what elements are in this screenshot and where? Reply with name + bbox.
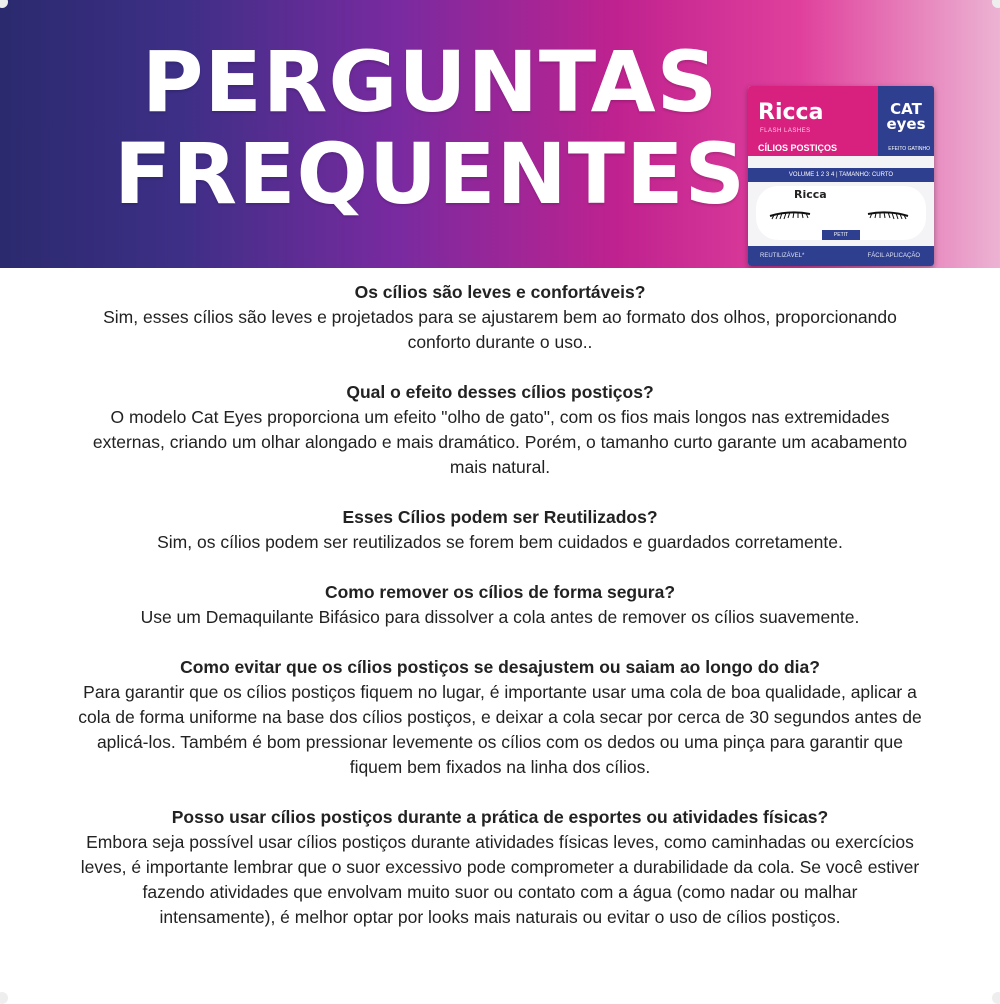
faq-question: Qual o efeito desses cílios postiços? — [346, 382, 654, 402]
banner-title-line1: PERGUNTAS — [141, 33, 719, 131]
faq-question: Como remover os cílios de forma segura? — [324, 582, 676, 602]
faq-item — [20, 655, 980, 780]
reusable-label: REUTILIZÁVEL* — [760, 253, 805, 259]
eyelash-right-icon — [866, 208, 910, 220]
faq-answer-line: intensamente), é melhor optar por looks mais naturais ou evitar o uso de cílios postiços. — [159, 907, 841, 927]
eyelash-left-icon — [768, 208, 812, 220]
package-subtitle: FLASH LASHES — [760, 128, 811, 134]
faq-question: Posso usar cílios postiços durante a prática de esportes ou atividades físicas? — [171, 807, 829, 827]
header-banner — [0, 0, 1000, 268]
faq-answer-line: conforto durante o uso.. — [407, 332, 593, 352]
faq-answer-line: leves, é importante lembrar que o suor excessivo pode comprometer a durabilidade da cola. Se você estiver — [80, 857, 920, 877]
faq-item — [20, 380, 980, 480]
faq-item — [20, 505, 980, 555]
faq-answer-line: cola de forma uniforme na base dos cílios postiços, e deixar a cola secar por cerca de 30 segundos antes de — [78, 707, 922, 727]
package-volume-bar: VOLUME 1 2 3 4 | TAMANHO: CURTO — [748, 168, 934, 182]
faq-item — [20, 280, 980, 355]
corner-dot — [992, 992, 1000, 1004]
faq-answer-line: Sim, esses cílios são leves e projetados para se ajustarem bem ao formato dos olhos, proporcionando — [103, 307, 897, 327]
package-product-line: CÍLIOS POSTIÇOS — [758, 143, 838, 153]
window-brand: Ricca — [794, 188, 827, 201]
faq-question: Como evitar que os cílios postiços se desajustem ou saiam ao longo do dia? — [180, 657, 820, 677]
faq-question: Os cílios são leves e confortáveis? — [354, 282, 646, 302]
faq-answer-line: Para garantir que os cílios postiços fiquem no lugar, é importante usar uma cola de boa qualidade, aplicar a — [83, 682, 917, 702]
faq-item — [20, 580, 980, 630]
banner-title-line2: FREQUENTES — [114, 125, 746, 223]
cat-label: CAT — [890, 100, 922, 118]
faq-answer-line: externas, criando um olhar alongado e mais dramático. Porém, o tamanho curto garante um acabamento — [92, 432, 908, 452]
faq-question: Esses Cílios podem ser Reutilizados? — [342, 507, 658, 527]
package-style-tag: PETIT — [822, 230, 860, 240]
faq-answer-line: O modelo Cat Eyes proporciona um efeito "olho de gato", com os fios mais longos nas extremidades — [110, 407, 890, 427]
easy-application-label: FÁCIL APLICAÇÃO — [867, 253, 920, 259]
faq-answer-line: fiquem bem fixados na linha dos cílios. — [349, 757, 651, 777]
package-effect: EFEITO GATINHO — [888, 146, 930, 152]
corner-dot — [0, 992, 8, 1004]
faq-answer-line: Use um Demaquilante Bifásico para dissolver a cola antes de remover os cílios suavemente. — [140, 607, 860, 627]
faq-list — [20, 280, 980, 955]
product-package-image — [748, 86, 934, 266]
faq-answer-line: fazendo atividades que envolvam muito suor ou contato com a água (como nadar ou malhar — [142, 882, 858, 902]
faq-answer-line: Sim, os cílios podem ser reutilizados se forem bem cuidados e guardados corretamente. — [157, 532, 843, 552]
package-brand: Ricca — [758, 100, 824, 125]
faq-answer-line: aplicá-los. Também é bom pressionar levemente os cílios com os dedos ou uma pinça para garantir que — [96, 732, 904, 752]
package-bottom-bar — [748, 246, 934, 266]
eyes-label: eyes — [886, 115, 926, 133]
faq-answer-line: Embora seja possível usar cílios postiços durante atividades físicas leves, como caminhadas ou exercícios — [86, 832, 914, 852]
faq-answer-line: mais natural. — [449, 457, 551, 477]
faq-item — [20, 805, 980, 930]
